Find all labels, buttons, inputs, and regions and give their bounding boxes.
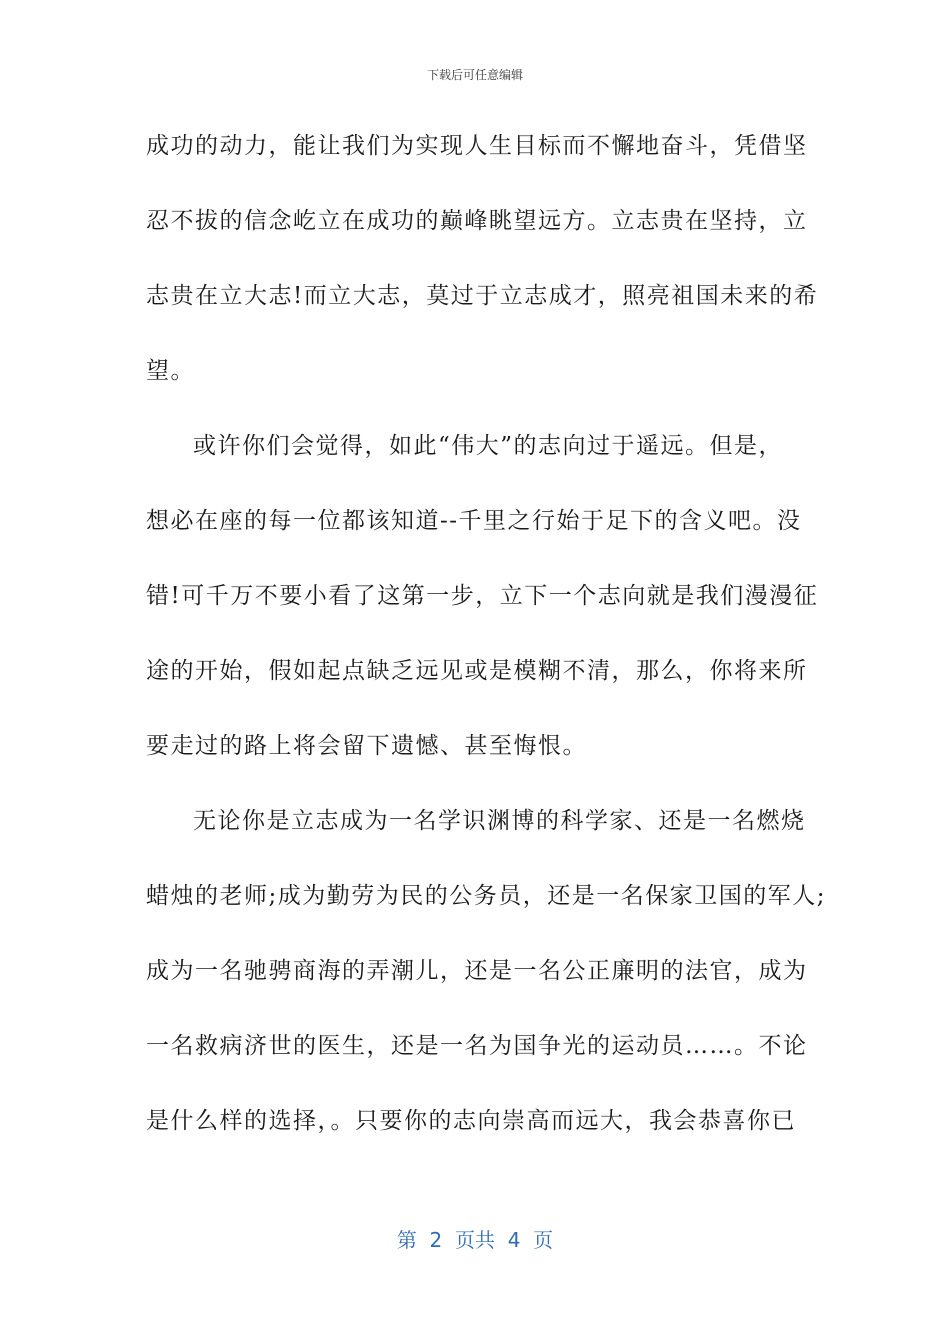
text-line: 忍不拔的信念屹立在成功的巅峰眺望远方。立志贵在坚持，立 [146,208,808,234]
text-line: 是什么样的选择，。只要你的志向崇高而远大，我会恭喜你已 [146,1108,796,1134]
text-line: 成为一名驰骋商海的弄潮儿，还是一名公正廉明的法官，成为 [146,958,808,984]
body-text [146,124,826,1174]
text-line: 蜡烛的老师;成为勤劳为民的公务员，还是一名保家卫国的军人; [146,883,826,909]
paragraph-start-line: 或许你们会觉得，如此“伟大”的志向过于遥远。但是， [193,433,784,459]
text-line: 错!可千万不要小看了这第一步，立下一个志向就是我们漫漫征 [146,583,819,609]
text-line: 一名救病济世的医生，还是一名为国争光的运动员……。不论 [146,1033,808,1059]
text-line: 要走过的路上将会留下遗憾、甚至悔恨。 [146,733,587,759]
text-line: 想必在座的每一位都该知道--千里之行始于足下的含义吧。没 [146,508,802,534]
text-line: 成功的动力，能让我们为实现人生目标而不懈地奋斗，凭借坚 [146,133,808,159]
text-line: 途的开始，假如起点缺乏远见或是模糊不清，那么，你将来所 [146,658,808,684]
paragraph-start-line: 无论你是立志成为一名学识渊博的科学家、还是一名燃烧 [193,808,806,834]
text-line: 志贵在立大志!而立大志，莫过于立志成才，照亮祖国未来的希 [146,283,819,309]
header-note: 下载后可任意编辑 [426,68,523,82]
page-number-footer: 第 2 页共 4 页 [396,1228,554,1252]
text-line: 望。 [146,358,195,384]
